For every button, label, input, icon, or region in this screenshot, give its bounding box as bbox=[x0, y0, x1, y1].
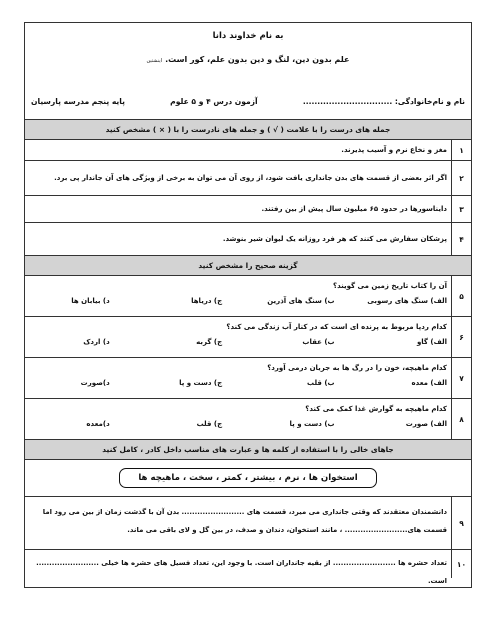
option-be[interactable]: ب) سنگ های آذرین bbox=[267, 297, 335, 305]
options bbox=[31, 374, 447, 392]
grade-school: پایه پنجم مدرسه پارسیان bbox=[31, 97, 125, 106]
fill-row bbox=[25, 497, 471, 550]
fill-text-line: دانشمندان معتقدند که وقتی جانداری می میرد، قسمت های ........................ بدن آن با گذشت زمان از بین می رود اما bbox=[42, 508, 447, 516]
word-bank-row bbox=[25, 460, 471, 497]
options bbox=[31, 333, 447, 351]
option-alef[interactable]: الف) گاو bbox=[416, 338, 447, 346]
option-dal[interactable]: د)معده bbox=[86, 420, 110, 428]
fill-instruction: جاهای خالی را با استفاده از کلمه ها و عبارت های مناسب داخل کادر ، کامل کنید bbox=[25, 440, 471, 460]
question-row bbox=[25, 223, 471, 256]
mcq-instruction: گزینه صحیح را مشخص کنید bbox=[25, 256, 471, 276]
mcq-row bbox=[25, 399, 471, 440]
question-text: کدام ماهیچه به گوارش غذا کمک می کند؟ bbox=[305, 405, 447, 413]
option-be[interactable]: ب) قلب bbox=[307, 379, 335, 387]
option-be[interactable]: ب) عقاب bbox=[302, 338, 335, 346]
option-jim[interactable]: ج) دست و پا bbox=[179, 379, 223, 387]
question-row bbox=[25, 161, 471, 196]
mcq-row bbox=[25, 358, 471, 399]
option-be[interactable]: ب) دست و پا bbox=[289, 420, 335, 428]
fill-text-line: قسمت های........................ ، مانند استخوان، دندان و صدف، در بین گل و لای باقی می ماند. bbox=[127, 526, 447, 534]
question-number: ۶ bbox=[451, 317, 471, 357]
student-name-field[interactable]: نام و نام‌خانوادگی: ............................... bbox=[302, 97, 465, 106]
question-text: آن را کتاب تاریخ زمین می گویند؟ bbox=[333, 282, 447, 290]
question-number: ۳ bbox=[451, 196, 471, 222]
question-number: ۱ bbox=[451, 140, 471, 160]
exam-title: آزمون درس ۴ و ۵ علوم bbox=[170, 97, 258, 106]
quote bbox=[25, 55, 471, 64]
question-text: مغز و نخاع نرم و آسیب پذیرند. bbox=[341, 146, 447, 154]
option-jim[interactable]: ج) گربه bbox=[196, 338, 223, 346]
question-number: ۷ bbox=[451, 358, 471, 398]
exam-header bbox=[25, 23, 471, 120]
question-text: کدام ردپا مربوط به پرنده ای است که در کنار آب زندگی می کند؟ bbox=[226, 323, 447, 331]
options bbox=[31, 292, 447, 310]
option-alef[interactable]: الف) معده bbox=[411, 379, 447, 387]
quote-author: اینشتین bbox=[146, 58, 163, 64]
fill-text-line: تعداد حشره ها ........................ از بقیه جانداران است. با وجود این، تعداد فسیل های حشره ها خیلی ........................ است. bbox=[36, 559, 447, 585]
option-dal[interactable]: د) بیابان ها bbox=[71, 297, 110, 305]
question-text: کدام ماهیچه، خون را در رگ ها به جریان درمی آورد؟ bbox=[267, 364, 447, 372]
word-bank: استخوان ها ، نرم ، بیشتر ، کمتر ، سخت ، ماهیچه ها bbox=[119, 468, 376, 488]
option-dal[interactable]: د)صورت bbox=[80, 379, 110, 387]
question-text: اگر اثر بعضی از قسمت های بدن جانداری یافت شود، از روی آن می توان به برخی از ویژگی های آن جاندار پی برد. bbox=[54, 174, 447, 182]
mcq-row bbox=[25, 317, 471, 358]
question-number: ۱۰ bbox=[451, 550, 471, 578]
question-number: ۹ bbox=[451, 497, 471, 549]
exam-info-line bbox=[31, 97, 465, 106]
fill-row bbox=[25, 550, 471, 585]
option-alef[interactable]: الف) صورت bbox=[405, 420, 447, 428]
quote-text: علم بدون دین، لنگ و دین بدون علم، کور است. bbox=[165, 55, 350, 64]
option-jim[interactable]: ج) دریاها bbox=[191, 297, 223, 305]
true-false-instruction: جمله های درست را با علامت ( √ ) و جمله های نادرست را با ( × ) مشخص کنید bbox=[25, 120, 471, 140]
exam-sheet bbox=[24, 22, 472, 588]
question-number: ۴ bbox=[451, 223, 471, 255]
mcq-row bbox=[25, 276, 471, 317]
option-jim[interactable]: ج) قلب bbox=[196, 420, 223, 428]
option-dal[interactable]: د) اردک bbox=[83, 338, 110, 346]
question-text: دایناسورها در حدود ۶۵ میلیون سال پیش از بین رفتند. bbox=[261, 205, 447, 213]
question-number: ۲ bbox=[451, 161, 471, 195]
bismillah: به نام خداوند دانا bbox=[212, 31, 284, 41]
question-text: پزشکان سفارش می کنند که هر فرد روزانه یک لیوان شیر بنوشد. bbox=[222, 235, 447, 243]
question-number: ۵ bbox=[451, 276, 471, 316]
question-row bbox=[25, 196, 471, 223]
options bbox=[31, 415, 447, 433]
question-number: ۸ bbox=[451, 399, 471, 439]
option-alef[interactable]: الف) سنگ های رسوبی bbox=[367, 297, 447, 305]
question-row bbox=[25, 140, 471, 161]
